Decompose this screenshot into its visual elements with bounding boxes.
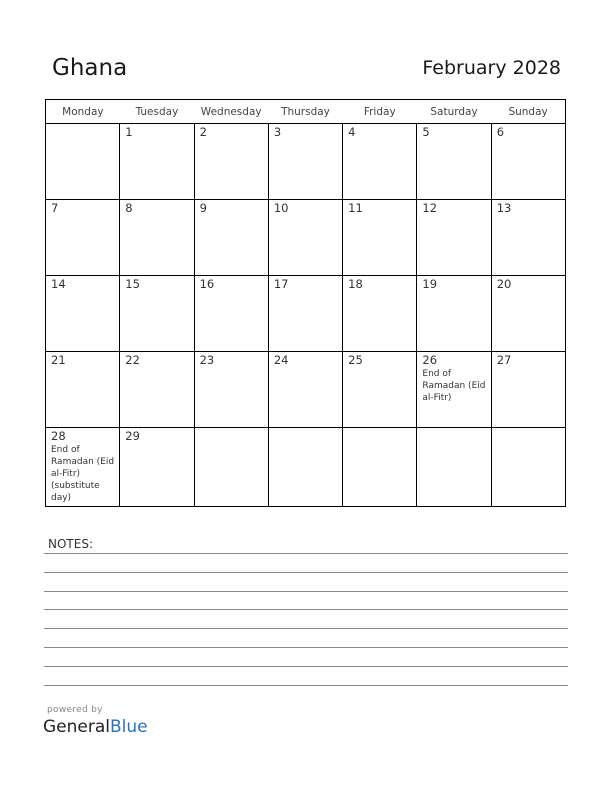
holiday-label: End of Ramadan (Eid al-Fitr) <box>422 369 486 403</box>
day-cell <box>491 352 565 428</box>
day-cell <box>46 428 120 507</box>
day-number: 16 <box>199 277 215 291</box>
weekday-header-row <box>46 100 566 124</box>
day-number: 13 <box>496 201 512 215</box>
day-number: 20 <box>496 277 512 291</box>
day-number: 18 <box>348 277 363 291</box>
day-number: 17 <box>273 277 289 291</box>
day-cell <box>194 200 268 276</box>
day-cell <box>46 124 120 200</box>
week-row <box>46 200 566 276</box>
day-cell <box>120 352 194 428</box>
day-cell <box>46 200 120 276</box>
day-number: 27 <box>496 353 512 367</box>
weekday-header: Wednesday <box>194 100 268 124</box>
day-cell <box>120 124 194 200</box>
weekday-header: Thursday <box>268 100 342 124</box>
note-line <box>44 591 568 592</box>
day-cell <box>343 124 417 200</box>
day-cell <box>268 428 342 507</box>
day-cell <box>343 428 417 507</box>
note-line <box>44 553 568 554</box>
day-number: 21 <box>51 353 66 367</box>
day-cell <box>417 276 491 352</box>
day-cell <box>194 124 268 200</box>
day-number: 3 <box>273 125 282 139</box>
holiday-label: End of Ramadan (Eid al-Fitr) (substitute day) <box>51 445 115 503</box>
country-title: Ghana <box>52 55 128 81</box>
brand-blue: Blue <box>110 717 148 737</box>
day-cell <box>343 276 417 352</box>
day-cell <box>46 276 120 352</box>
note-line <box>44 647 568 648</box>
week-row <box>46 428 566 507</box>
generalblue-logo <box>43 717 148 737</box>
day-cell <box>417 352 491 428</box>
day-cell <box>46 352 120 428</box>
day-number: 2 <box>199 125 207 139</box>
day-number: 4 <box>348 125 356 139</box>
day-number: 1 <box>125 125 133 139</box>
weekday-header: Friday <box>343 100 417 124</box>
calendar-grid <box>45 99 566 507</box>
day-cell <box>194 276 268 352</box>
day-cell <box>194 352 268 428</box>
day-number: 23 <box>199 353 215 367</box>
day-number: 22 <box>125 353 140 367</box>
day-number: 19 <box>422 277 438 291</box>
day-cell <box>491 200 565 276</box>
day-number: 11 <box>348 201 363 215</box>
day-number: 8 <box>125 201 133 215</box>
note-line <box>44 572 568 573</box>
day-cell <box>268 352 342 428</box>
day-cell <box>491 428 565 507</box>
week-row <box>46 124 566 200</box>
day-cell <box>417 200 491 276</box>
day-cell <box>268 124 342 200</box>
note-line <box>44 666 568 667</box>
weekday-header: Monday <box>46 100 120 124</box>
notes-label: NOTES: <box>48 537 93 551</box>
week-row <box>46 276 566 352</box>
weekday-header: Tuesday <box>120 100 194 124</box>
day-cell <box>491 276 565 352</box>
day-cell <box>120 276 194 352</box>
note-line <box>44 609 568 610</box>
week-row <box>46 352 566 428</box>
day-number: 6 <box>496 125 505 139</box>
day-number: 12 <box>422 201 438 215</box>
day-cell <box>120 200 194 276</box>
weekday-header: Saturday <box>417 100 491 124</box>
note-line <box>44 628 568 629</box>
month-year-title: February 2028 <box>422 57 561 79</box>
day-number: 29 <box>125 429 140 443</box>
day-number: 10 <box>273 201 289 215</box>
day-cell <box>268 200 342 276</box>
weekday-header: Sunday <box>491 100 565 124</box>
day-number: 24 <box>273 353 289 367</box>
note-line <box>44 685 568 686</box>
day-cell <box>417 124 491 200</box>
day-number: 25 <box>348 353 363 367</box>
day-cell <box>343 352 417 428</box>
day-cell <box>343 200 417 276</box>
day-cell <box>194 428 268 507</box>
day-number: 15 <box>125 277 140 291</box>
day-number: 9 <box>199 201 207 215</box>
day-number: 28 <box>51 429 66 443</box>
day-cell <box>417 428 491 507</box>
powered-by-text: powered by <box>47 705 103 715</box>
day-cell <box>268 276 342 352</box>
day-number: 26 <box>422 353 438 367</box>
day-cell <box>491 124 565 200</box>
brand-general: General <box>43 717 110 737</box>
day-cell <box>120 428 194 507</box>
day-number: 7 <box>51 201 59 215</box>
day-number: 14 <box>51 277 66 291</box>
day-number: 5 <box>422 125 430 139</box>
